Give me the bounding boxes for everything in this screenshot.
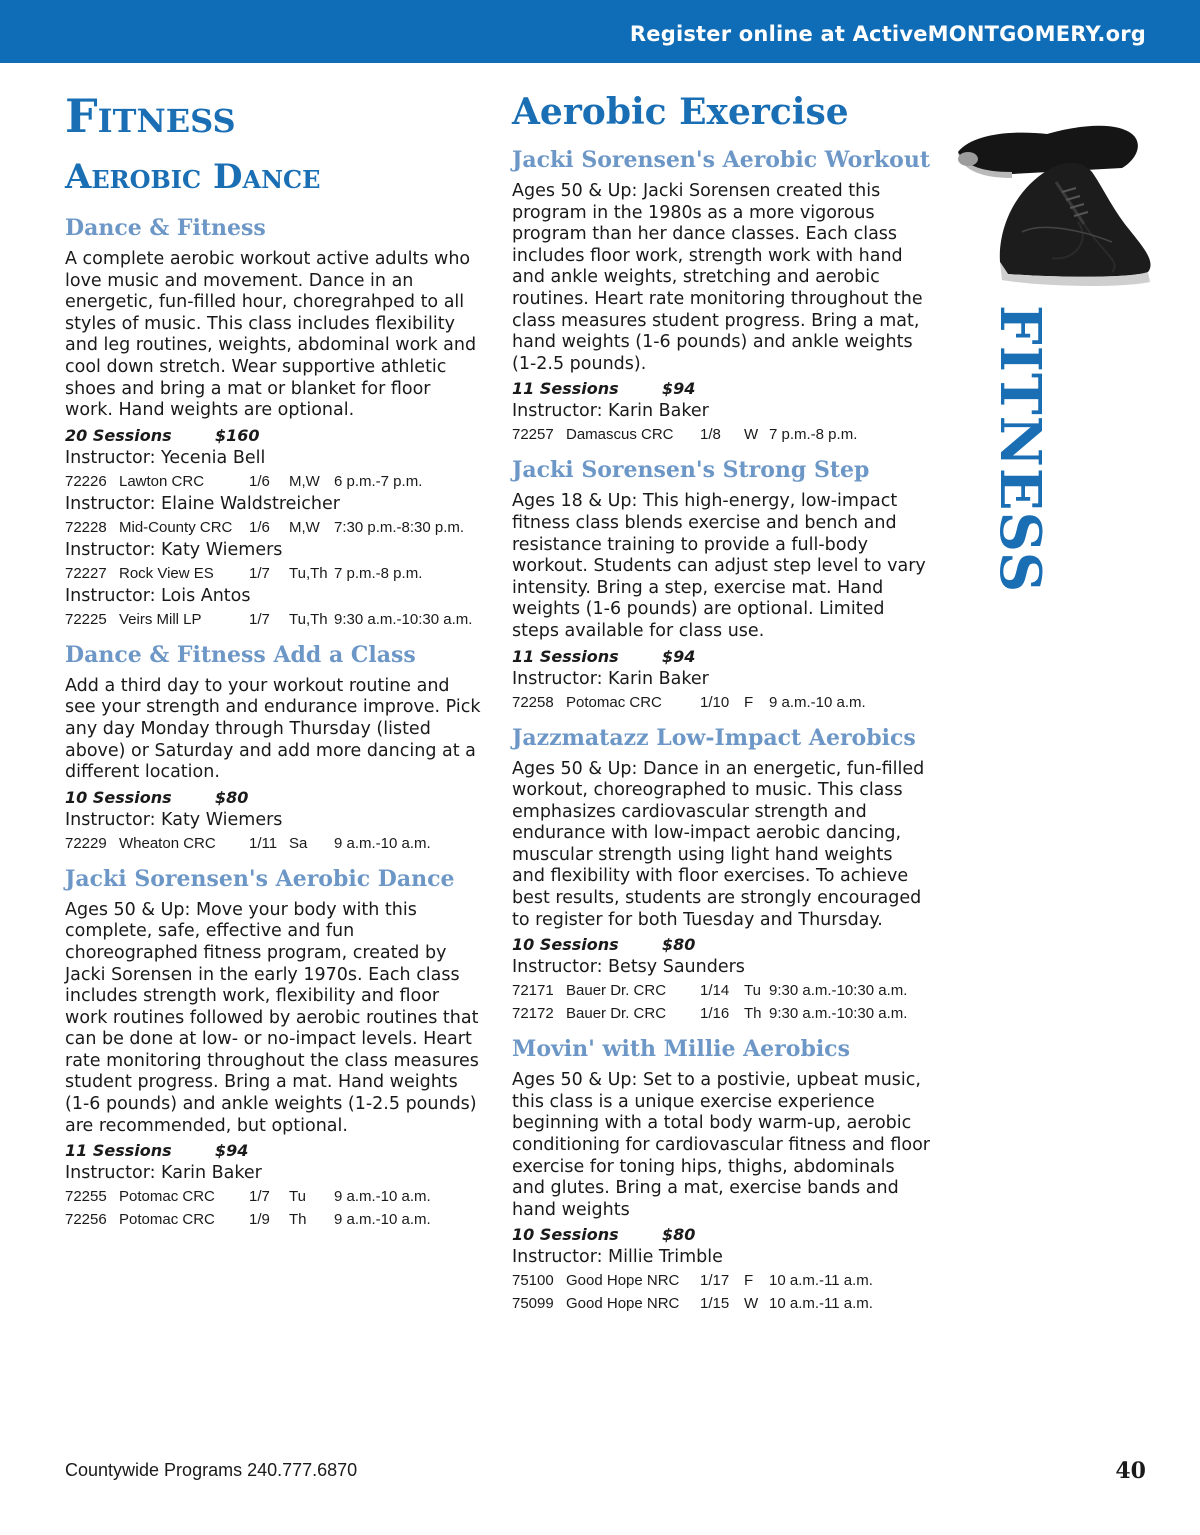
meeting-time: 7:30 p.m.-8:30 p.m.	[334, 518, 465, 536]
meeting-time: 9 a.m.-10 a.m.	[334, 1188, 431, 1206]
schedule-row[interactable]	[65, 1185, 483, 1208]
meeting-days: Tu,Th	[289, 610, 328, 628]
activity-code: 72255	[65, 1188, 107, 1206]
course-description: Ages 50 & Up: Jacki Sorensen created this program in the 1980s as a more vigorous program than her dance classes. Each class includes floor work, strength work with hand and ankle weights, stretching and aerobic routines. Heart rate monitoring throughout the class measures student progress. Bring a mat, hand weights (1-6 pounds) and ankle weights (1-2.5 pounds).	[512, 181, 923, 374]
start-date: 1/8	[700, 426, 721, 444]
section-title-aerobic-dance: Aerobic Dance	[65, 157, 321, 197]
side-fitness-text: FITNESS	[987, 305, 1053, 594]
course-price: $94	[215, 1141, 249, 1161]
course-description: Add a third day to your workout routine and see your strength and endurance improve. Pick any day Monday through Thursday (listed above) or Saturday and add more dancing at a different location.	[65, 675, 481, 783]
start-date: 1/11	[249, 834, 278, 852]
side-fitness-label	[987, 305, 1110, 594]
activity-code: 72228	[65, 518, 107, 536]
location: Bauer Dr. CRC	[566, 1005, 667, 1023]
sessions-count: 11 Sessions	[512, 646, 619, 666]
location: Mid-County CRC	[119, 518, 233, 536]
course-title: Movin' with Millie Aerobics	[512, 1036, 850, 1063]
schedule-row[interactable]	[512, 1292, 930, 1315]
section-title-aerobic-exercise: Aerobic Exercise	[512, 91, 849, 133]
course-block	[512, 456, 930, 713]
course-price: $80	[662, 1225, 696, 1245]
schedule-row[interactable]	[512, 979, 930, 1002]
meeting-time: 9 a.m.-10 a.m.	[334, 1211, 431, 1229]
left-column	[65, 88, 483, 1231]
location: Potomac CRC	[566, 693, 662, 711]
course-description: Ages 50 & Up: Set to a postivie, upbeat music, this class is a unique exercise experience beginning with a total body warm-up, aerobic conditioning for cardiovascular fitness and floor exercise for toning hips, thighs, abdominals and glutes. Bring a mat, exercise bands and hand weights	[512, 1070, 930, 1220]
meeting-time: 7 p.m.-8 p.m.	[769, 426, 858, 444]
course-meta	[65, 1140, 483, 1162]
schedule-row[interactable]	[65, 832, 483, 855]
footer-phone: Countywide Programs 240.777.6870	[65, 1460, 358, 1480]
location: Veirs Mill LP	[119, 610, 202, 628]
course-title: Jacki Sorensen's Aerobic Workout	[512, 147, 930, 173]
meeting-time: 9:30 a.m.-10:30 a.m.	[769, 1005, 908, 1023]
location: Damascus CRC	[566, 426, 674, 444]
sessions-count: 10 Sessions	[512, 1225, 619, 1245]
start-date: 1/16	[700, 1005, 730, 1023]
meeting-days: Tu,Th	[289, 564, 328, 582]
location: Bauer Dr. CRC	[566, 982, 667, 1000]
register-link[interactable]: Register online at ActiveMONTGOMERY.org	[629, 22, 1146, 46]
meeting-time: 10 a.m.-11 a.m.	[769, 1295, 873, 1313]
location: Wheaton CRC	[119, 834, 216, 852]
activity-code: 75100	[512, 1272, 554, 1290]
page-number: 40	[1115, 1458, 1146, 1484]
meeting-time: 10 a.m.-11 a.m.	[769, 1272, 873, 1290]
meeting-days: M,W	[289, 472, 320, 490]
course-list	[512, 146, 930, 1315]
activity-code: 75099	[512, 1295, 554, 1313]
meeting-days: Sa	[289, 834, 308, 852]
instructor-name: Instructor: Karin Baker	[65, 1163, 262, 1184]
course-price: $94	[662, 646, 696, 666]
start-date: 1/6	[249, 472, 270, 490]
sessions-count: 10 Sessions	[65, 787, 172, 807]
course-meta	[65, 787, 483, 809]
schedule-row[interactable]	[512, 691, 930, 714]
meeting-days: W	[744, 426, 759, 444]
sessions-count: 20 Sessions	[65, 425, 172, 445]
sessions-count: 10 Sessions	[512, 935, 619, 955]
activity-code: 72258	[512, 693, 554, 711]
header-bar	[0, 0, 1200, 63]
course-meta	[512, 378, 930, 400]
schedule-row[interactable]	[65, 516, 483, 539]
meeting-time: 6 p.m.-7 p.m.	[334, 472, 423, 490]
location: Potomac CRC	[119, 1211, 215, 1229]
instructor-name: Instructor: Karin Baker	[512, 401, 709, 422]
page-title: Fitness	[65, 89, 236, 143]
meeting-time: 9 a.m.-10 a.m.	[334, 834, 431, 852]
course-price: $94	[662, 379, 696, 399]
instructor-name: Instructor: Millie Trimble	[512, 1247, 723, 1268]
instructor-name: Instructor: Lois Antos	[65, 585, 251, 606]
schedule-row[interactable]	[65, 562, 483, 585]
meeting-days: Tu	[744, 982, 761, 1000]
instructor-name: Instructor: Karin Baker	[512, 668, 709, 689]
course-price: $160	[215, 425, 260, 445]
schedule-row[interactable]	[65, 1208, 483, 1231]
meeting-time: 9 a.m.-10 a.m.	[769, 693, 866, 711]
course-block	[65, 641, 483, 855]
location: Potomac CRC	[119, 1188, 215, 1206]
schedule-row[interactable]	[65, 470, 483, 493]
location: Rock View ES	[119, 564, 214, 582]
start-date: 1/14	[700, 982, 730, 1000]
meeting-days: W	[744, 1295, 759, 1313]
course-title: Dance & Fitness Add a Class	[65, 641, 416, 668]
course-title: Jazzmatazz Low-Impact Aerobics	[512, 724, 916, 751]
activity-code: 72226	[65, 472, 107, 490]
instructor-name: Instructor: Elaine Waldstreicher	[65, 493, 340, 514]
tap-shoes-image	[952, 112, 1162, 287]
meeting-time: 9:30 a.m.-10:30 a.m.	[769, 982, 908, 1000]
meeting-time: 7 p.m.-8 p.m.	[334, 564, 423, 582]
start-date: 1/9	[249, 1211, 270, 1229]
schedule-row[interactable]	[512, 423, 930, 446]
instructor-name: Instructor: Katy Wiemers	[65, 809, 283, 830]
location: Good Hope NRC	[566, 1272, 680, 1290]
meeting-days: M,W	[289, 518, 320, 536]
course-title: Dance & Fitness	[65, 215, 266, 241]
meeting-days: F	[744, 693, 754, 711]
course-block	[512, 1035, 930, 1315]
course-description: Ages 50 & Up: Move your body with this complete, safe, effective and fun choreographed fitness program, created by Jacki Sorensen in the early 1970s. Each class includes strength work, flexibility and floor work routines followed by aerobic routines that can be done at low- or no-impact levels. Heart rate monitoring throughout the class measures student progress. Bring a mat. Hand weights (1-6 pounds) and ankle weights (1-2.5 pounds) are recommended, but optional.	[65, 899, 479, 1136]
sessions-count: 11 Sessions	[65, 1141, 172, 1161]
middle-column	[512, 88, 930, 1315]
location: Good Hope NRC	[566, 1295, 680, 1313]
start-date: 1/7	[249, 1188, 270, 1206]
sessions-count: 11 Sessions	[512, 379, 619, 399]
schedule-row[interactable]	[512, 1269, 930, 1292]
course-list	[65, 214, 483, 1231]
start-date: 1/7	[249, 610, 270, 628]
course-meta	[512, 646, 930, 668]
start-date: 1/7	[249, 564, 270, 582]
course-title: Jacki Sorensen's Strong Step	[512, 457, 870, 484]
course-title: Jacki Sorensen's Aerobic Dance	[65, 865, 455, 892]
start-date: 1/17	[700, 1272, 730, 1290]
activity-code: 72256	[65, 1211, 107, 1229]
schedule-row[interactable]	[65, 608, 483, 631]
activity-code: 72229	[65, 834, 107, 852]
course-description: A complete aerobic workout active adults who love music and movement. Dance in an energetic, fun-filled hour, choregrahped to all styles of music. This class includes flexibility and leg routines, weights, abdominal work and cool down stretch. Wear supportive athletic shoes and bring a mat or blanket for floor work. Hand weights are optional.	[65, 249, 477, 421]
course-description: Ages 18 & Up: This high-energy, low-impact fitness class blends exercise and bench and resistance training to provide a full-body workout. Students can adjust step level to vary intensity. Bring a step, exercise mat. Hand weights (1-6 pounds) are optional. Limited steps available for class use.	[512, 491, 926, 641]
meeting-days: F	[744, 1272, 754, 1290]
course-block	[65, 214, 483, 631]
course-price: $80	[215, 787, 249, 807]
course-meta	[512, 1224, 930, 1246]
activity-code: 72171	[512, 982, 554, 1000]
course-block	[65, 865, 483, 1232]
instructor-name: Instructor: Yecenia Bell	[65, 447, 266, 468]
course-meta	[512, 934, 930, 956]
course-block	[512, 724, 930, 1026]
start-date: 1/6	[249, 518, 270, 536]
course-block	[512, 146, 930, 446]
instructor-name: Instructor: Katy Wiemers	[65, 539, 283, 560]
course-meta	[65, 425, 483, 447]
instructor-name: Instructor: Betsy Saunders	[512, 957, 745, 978]
meeting-days: Th	[289, 1211, 307, 1229]
start-date: 1/10	[700, 693, 730, 711]
meeting-time: 9:30 a.m.-10:30 a.m.	[334, 610, 473, 628]
activity-code: 72172	[512, 1005, 554, 1023]
meeting-days: Tu	[289, 1188, 306, 1206]
activity-code: 72225	[65, 610, 107, 628]
course-price: $80	[662, 935, 696, 955]
schedule-row[interactable]	[512, 1002, 930, 1025]
course-description: Ages 50 & Up: Dance in an energetic, fun-filled workout, choreographed to music. This class emphasizes cardiovascular strength and endurance with low-impact aerobic dancing, muscular strength using light hand weights and flexibility with floor exercises. To achieve best results, students are strongly encouraged to register for both Tuesday and Thursday.	[512, 758, 925, 930]
start-date: 1/15	[700, 1295, 730, 1313]
location: Lawton CRC	[119, 472, 205, 490]
meeting-days: Th	[744, 1005, 762, 1023]
activity-code: 72257	[512, 426, 554, 444]
activity-code: 72227	[65, 564, 107, 582]
